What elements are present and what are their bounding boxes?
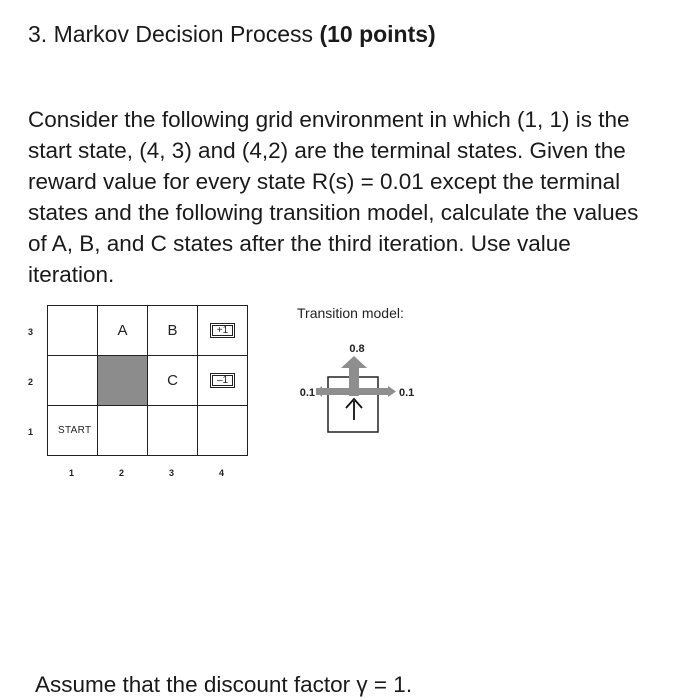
question-title [28, 18, 436, 50]
transition-model-figure [292, 300, 452, 450]
cell-state-b: B [148, 306, 198, 356]
cell-wall [98, 356, 148, 406]
forward-arrowhead [341, 356, 367, 368]
cell-state-a: A [98, 306, 148, 356]
row-label-1: 1 [28, 427, 34, 437]
cell-4-1 [198, 406, 248, 456]
row-label-3: 3 [28, 327, 34, 337]
terminal-plus-one: +1 [210, 323, 235, 338]
cell-start: START [48, 406, 98, 456]
cell-terminal-minus [198, 356, 248, 406]
grid-world [47, 305, 248, 456]
slip-left-arrow [316, 386, 322, 397]
transition-diagram [292, 300, 452, 450]
col-label-1: 1 [69, 468, 75, 478]
discount-factor-note: Assume that the discount factor γ = 1. [35, 672, 413, 697]
question-points: (10 points) [319, 21, 436, 47]
slip-right-arrow [388, 386, 396, 397]
grid-world-figure [0, 300, 280, 490]
question-body: Consider the following grid environment in which (1, 1) is the start state, (4, 3) and (4,2) are the terminal states. Given the reward value for every state R(s) = 0.01 except the terminal states and the following transition model, calculate the values of A, B, and C states after the third iteration. Use value iteration. [28, 107, 639, 287]
cell-2-1 [98, 406, 148, 456]
cell-terminal-plus [198, 306, 248, 356]
row-label-2: 2 [28, 377, 34, 387]
right-prob-label: 0.1 [399, 387, 415, 399]
forward-shaft [349, 366, 359, 396]
col-label-4: 4 [219, 468, 225, 478]
cell-3-1 [148, 406, 198, 456]
cell-state-c: C [148, 356, 198, 406]
cell-1-3 [48, 306, 98, 356]
terminal-minus-one: –1 [210, 373, 235, 388]
col-label-3: 3 [169, 468, 175, 478]
left-prob-label: 0.1 [299, 387, 315, 399]
cell-1-2 [48, 356, 98, 406]
transition-model-title: Transition model: [297, 305, 404, 321]
question-number-title: 3. Markov Decision Process [28, 21, 314, 47]
col-label-2: 2 [119, 468, 125, 478]
forward-prob-label: 0.8 [349, 343, 365, 355]
